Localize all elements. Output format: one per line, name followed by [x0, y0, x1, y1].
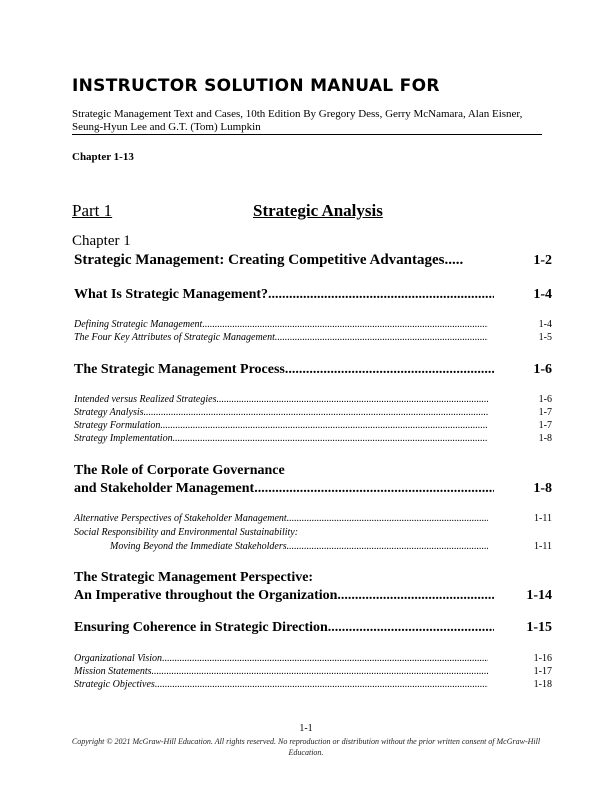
toc-leader	[337, 588, 494, 604]
toc-alternative	[74, 512, 552, 525]
toc-subsection-title: Intended versus Realized Strategies	[74, 394, 217, 405]
toc-subsection-page: 1-8	[538, 433, 552, 444]
toc-what-is	[74, 287, 552, 303]
toc-subsection-title: Strategy Analysis	[74, 407, 144, 418]
toc-leader	[287, 540, 488, 553]
toc-leader	[285, 362, 494, 378]
chapter-range: Chapter 1-13	[72, 151, 134, 163]
toc-leader	[152, 665, 489, 678]
toc-subsection-title: Organizational Vision	[74, 653, 163, 664]
toc-social-line1: Social Responsibility and Environmental Sustainability:	[74, 527, 299, 538]
toc-section-page: 1-14	[526, 588, 552, 603]
toc-mission	[74, 665, 552, 678]
toc-chapter-page: 1-2	[533, 253, 552, 268]
toc-subsection-page: 1-11	[534, 513, 552, 524]
toc-leader	[160, 419, 488, 432]
toc-perspective	[74, 588, 552, 604]
toc-section-page: 1-15	[526, 620, 552, 635]
toc-section-title: An Imperative throughout the Organization	[74, 588, 338, 603]
toc-leader	[328, 620, 494, 636]
toc-intended	[74, 393, 552, 406]
toc-subsection-page: 1-17	[533, 666, 552, 677]
toc-defining	[74, 318, 552, 331]
part-label: Part 1	[72, 201, 113, 220]
toc-perspective-line1: The Strategic Management Perspective:	[74, 570, 314, 585]
toc-section-page: 1-8	[533, 481, 552, 496]
toc-leader	[162, 652, 488, 665]
toc-leader	[144, 406, 488, 419]
toc-leader	[254, 481, 494, 497]
document-title: INSTRUCTOR SOLUTION MANUAL FOR	[72, 76, 440, 96]
toc-subsection-title: Strategic Objectives	[74, 679, 155, 690]
toc-subsection-page: 1-16	[533, 653, 552, 664]
toc-objectives	[74, 678, 552, 691]
toc-leader	[275, 331, 488, 344]
toc-subsection-title: Mission Statements	[74, 666, 152, 677]
toc-section-title: The Strategic Management Process	[74, 362, 285, 377]
toc-subsection-title: Strategy Formulation	[74, 420, 161, 431]
toc-subsection-title: Moving Beyond the Immediate Stakeholders	[110, 541, 287, 552]
page-number: 1-1	[299, 723, 313, 734]
toc-social	[74, 540, 552, 553]
toc-subsection-title: The Four Key Attributes of Strategic Management	[74, 332, 275, 343]
toc-analysis	[74, 406, 552, 419]
toc-subsection-page: 1-4	[538, 319, 552, 330]
toc-chapter-title-text: Strategic Management: Creating Competitive Advantages	[74, 252, 445, 268]
toc-subsection-page: 1-11	[534, 541, 552, 552]
toc-section-page: 1-4	[533, 287, 552, 302]
toc-formulation	[74, 419, 552, 432]
chapter-label: Chapter 1	[72, 233, 131, 249]
toc-process	[74, 362, 552, 378]
toc-section-title: Ensuring Coherence in Strategic Direction	[74, 620, 328, 635]
toc-leader	[155, 678, 488, 691]
toc-four-key	[74, 331, 552, 344]
toc-subsection-title: Defining Strategic Management	[74, 319, 203, 330]
toc-subsection-page: 1-5	[538, 332, 552, 343]
toc-chapter-title	[74, 252, 552, 269]
toc-section-title: What Is Strategic Management?	[74, 287, 269, 302]
toc-coherence	[74, 620, 552, 636]
toc-subsection-page: 1-6	[538, 394, 552, 405]
toc-leader	[268, 287, 494, 303]
toc-subsection-page: 1-7	[538, 420, 552, 431]
book-subtitle: Strategic Management Text and Cases, 10th Edition By Gregory Dess, Gerry McNamara, Alan Eisner, Seung-Hyun Lee and G.T. (Tom) Lumpkin	[72, 108, 523, 133]
toc-subsection-page: 1-18	[533, 679, 552, 690]
toc-subsection-page: 1-7	[538, 407, 552, 418]
toc-leader	[287, 512, 488, 525]
toc-subsection-title: Alternative Perspectives of Stakeholder Management	[74, 513, 287, 524]
toc-leader	[216, 393, 488, 406]
toc-leader	[173, 432, 488, 445]
toc-leader	[202, 318, 488, 331]
toc-vision	[74, 652, 552, 665]
toc-section-title: and Stakeholder Management	[74, 481, 255, 496]
toc-leader	[445, 252, 463, 269]
header-rule	[72, 134, 542, 135]
part-title: Strategic Analysis	[253, 201, 383, 220]
copyright-notice: Copyright © 2021 McGraw-Hill Education. All rights reserved. No reproduction or distribution without the prior written consent of McGraw-Hill Education.	[71, 737, 541, 757]
toc-section-page: 1-6	[533, 362, 552, 377]
toc-governance-line1: The Role of Corporate Governance	[74, 463, 285, 478]
toc-subsection-title: Strategy Implementation	[74, 433, 173, 444]
toc-implementation	[74, 432, 552, 445]
toc-governance	[74, 481, 552, 497]
